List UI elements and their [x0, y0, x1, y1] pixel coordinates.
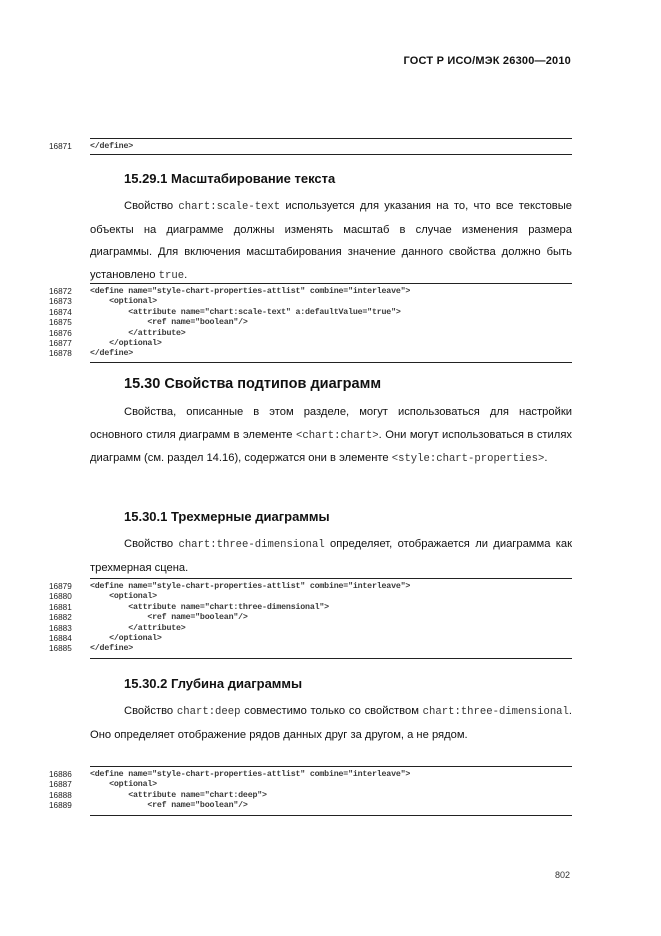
code-line: 16889 <ref name="boolean"/> — [49, 801, 248, 811]
code-line — [0, 142, 661, 152]
code-rule-bottom — [90, 815, 572, 816]
inline-code: <chart:chart> — [295, 429, 379, 442]
page-number: 802 — [555, 870, 571, 880]
inline-code: chart:three-dimensional — [422, 706, 569, 718]
section-heading: 15.30.1 Трехмерные диаграммы — [124, 509, 330, 524]
code-rule-bottom — [90, 658, 572, 659]
code-line: 16886 <define name="style-chart-properties-attlist" combine="interleave"> — [49, 770, 411, 779]
body-paragraph: Свойство chart:deep совместимо только со свойством chart:three-dimensional. Оно определяет отображение рядов данных друг за другом, а не рядом. — [90, 705, 572, 741]
code-line: 16888 <attribute name="chart:deep"> — [49, 790, 267, 800]
code-line: 16877 </optional> — [49, 338, 162, 348]
document-header: ГОСТ Р ИСО/МЭК 26300—2010 — [403, 55, 571, 67]
code-block-2 — [0, 582, 661, 655]
code-rule-top — [90, 283, 572, 284]
code-rule-bottom — [90, 154, 572, 155]
code-line: 16872 <define name="style-chart-properties-attlist" combine="interleave"> — [49, 287, 411, 296]
code-line: 16879 <define name="style-chart-properties-attlist" combine="interleave"> — [49, 582, 411, 591]
code-line: 16874 <attribute name="chart:scale-text" a:defaultValue="true"> — [49, 307, 401, 317]
body-paragraph: Свойство chart:three-dimensional определяет, отображается ли диаграмма как трехмерная сцена. — [90, 538, 572, 574]
code-line: 16873 <optional> — [49, 297, 157, 307]
code-line: 16882 <ref name="boolean"/> — [49, 613, 248, 623]
inline-code: <style:chart-properties> — [391, 453, 545, 465]
body-paragraph: Свойство chart:scale-text используется для указания на то, что все текстовые объекты на диаграмме должны изменять масштаб в случае изменения размера диаграммы. Для включения масштабирования значение данного свойства должно быть установлено true. — [90, 200, 572, 282]
code-line: 16878 </define> — [49, 349, 134, 359]
code-line: 16883 </attribute> — [49, 623, 186, 633]
code-line: 16875 <ref name="boolean"/> — [49, 318, 248, 328]
code-rule-top — [90, 578, 572, 579]
inline-code: chart:deep — [176, 706, 241, 718]
line-number: 16871 — [49, 142, 72, 151]
code-line: 16884 </optional> — [49, 633, 162, 643]
code-rule-bottom — [90, 362, 572, 363]
inline-code: true — [158, 269, 185, 282]
code-line: 16880 <optional> — [49, 592, 157, 602]
section-heading: 15.30 Свойства подтипов диаграмм — [124, 376, 382, 392]
code-line: 16876 </attribute> — [49, 328, 186, 338]
code-block-3 — [0, 770, 661, 812]
section-heading: 15.30.2 Глубина диаграммы — [124, 676, 303, 691]
inline-code: chart:three-dimensional — [178, 539, 325, 551]
inline-code: chart:scale-text — [178, 201, 281, 213]
code-rule-top — [90, 766, 572, 767]
body-paragraph: Свойства, описанные в этом разделе, могут использоваться для настройки основного стиля диаграмм в элементе <chart:chart>. Они могут использоваться в стилях диаграмм (см. раздел 14.16), содержатся они в элементе <style:chart-properties>. — [90, 406, 572, 465]
code-block-0 — [0, 142, 661, 152]
section-heading: 15.29.1 Масштабирование текста — [124, 171, 336, 186]
code-line: 16887 <optional> — [49, 780, 157, 790]
code-line: 16881 <attribute name="chart:three-dimensional"> — [49, 602, 329, 612]
code-rule-top — [90, 138, 572, 139]
code-block-1 — [0, 287, 661, 360]
code-text: </define> — [90, 142, 134, 151]
code-line: 16885 </define> — [49, 644, 134, 654]
